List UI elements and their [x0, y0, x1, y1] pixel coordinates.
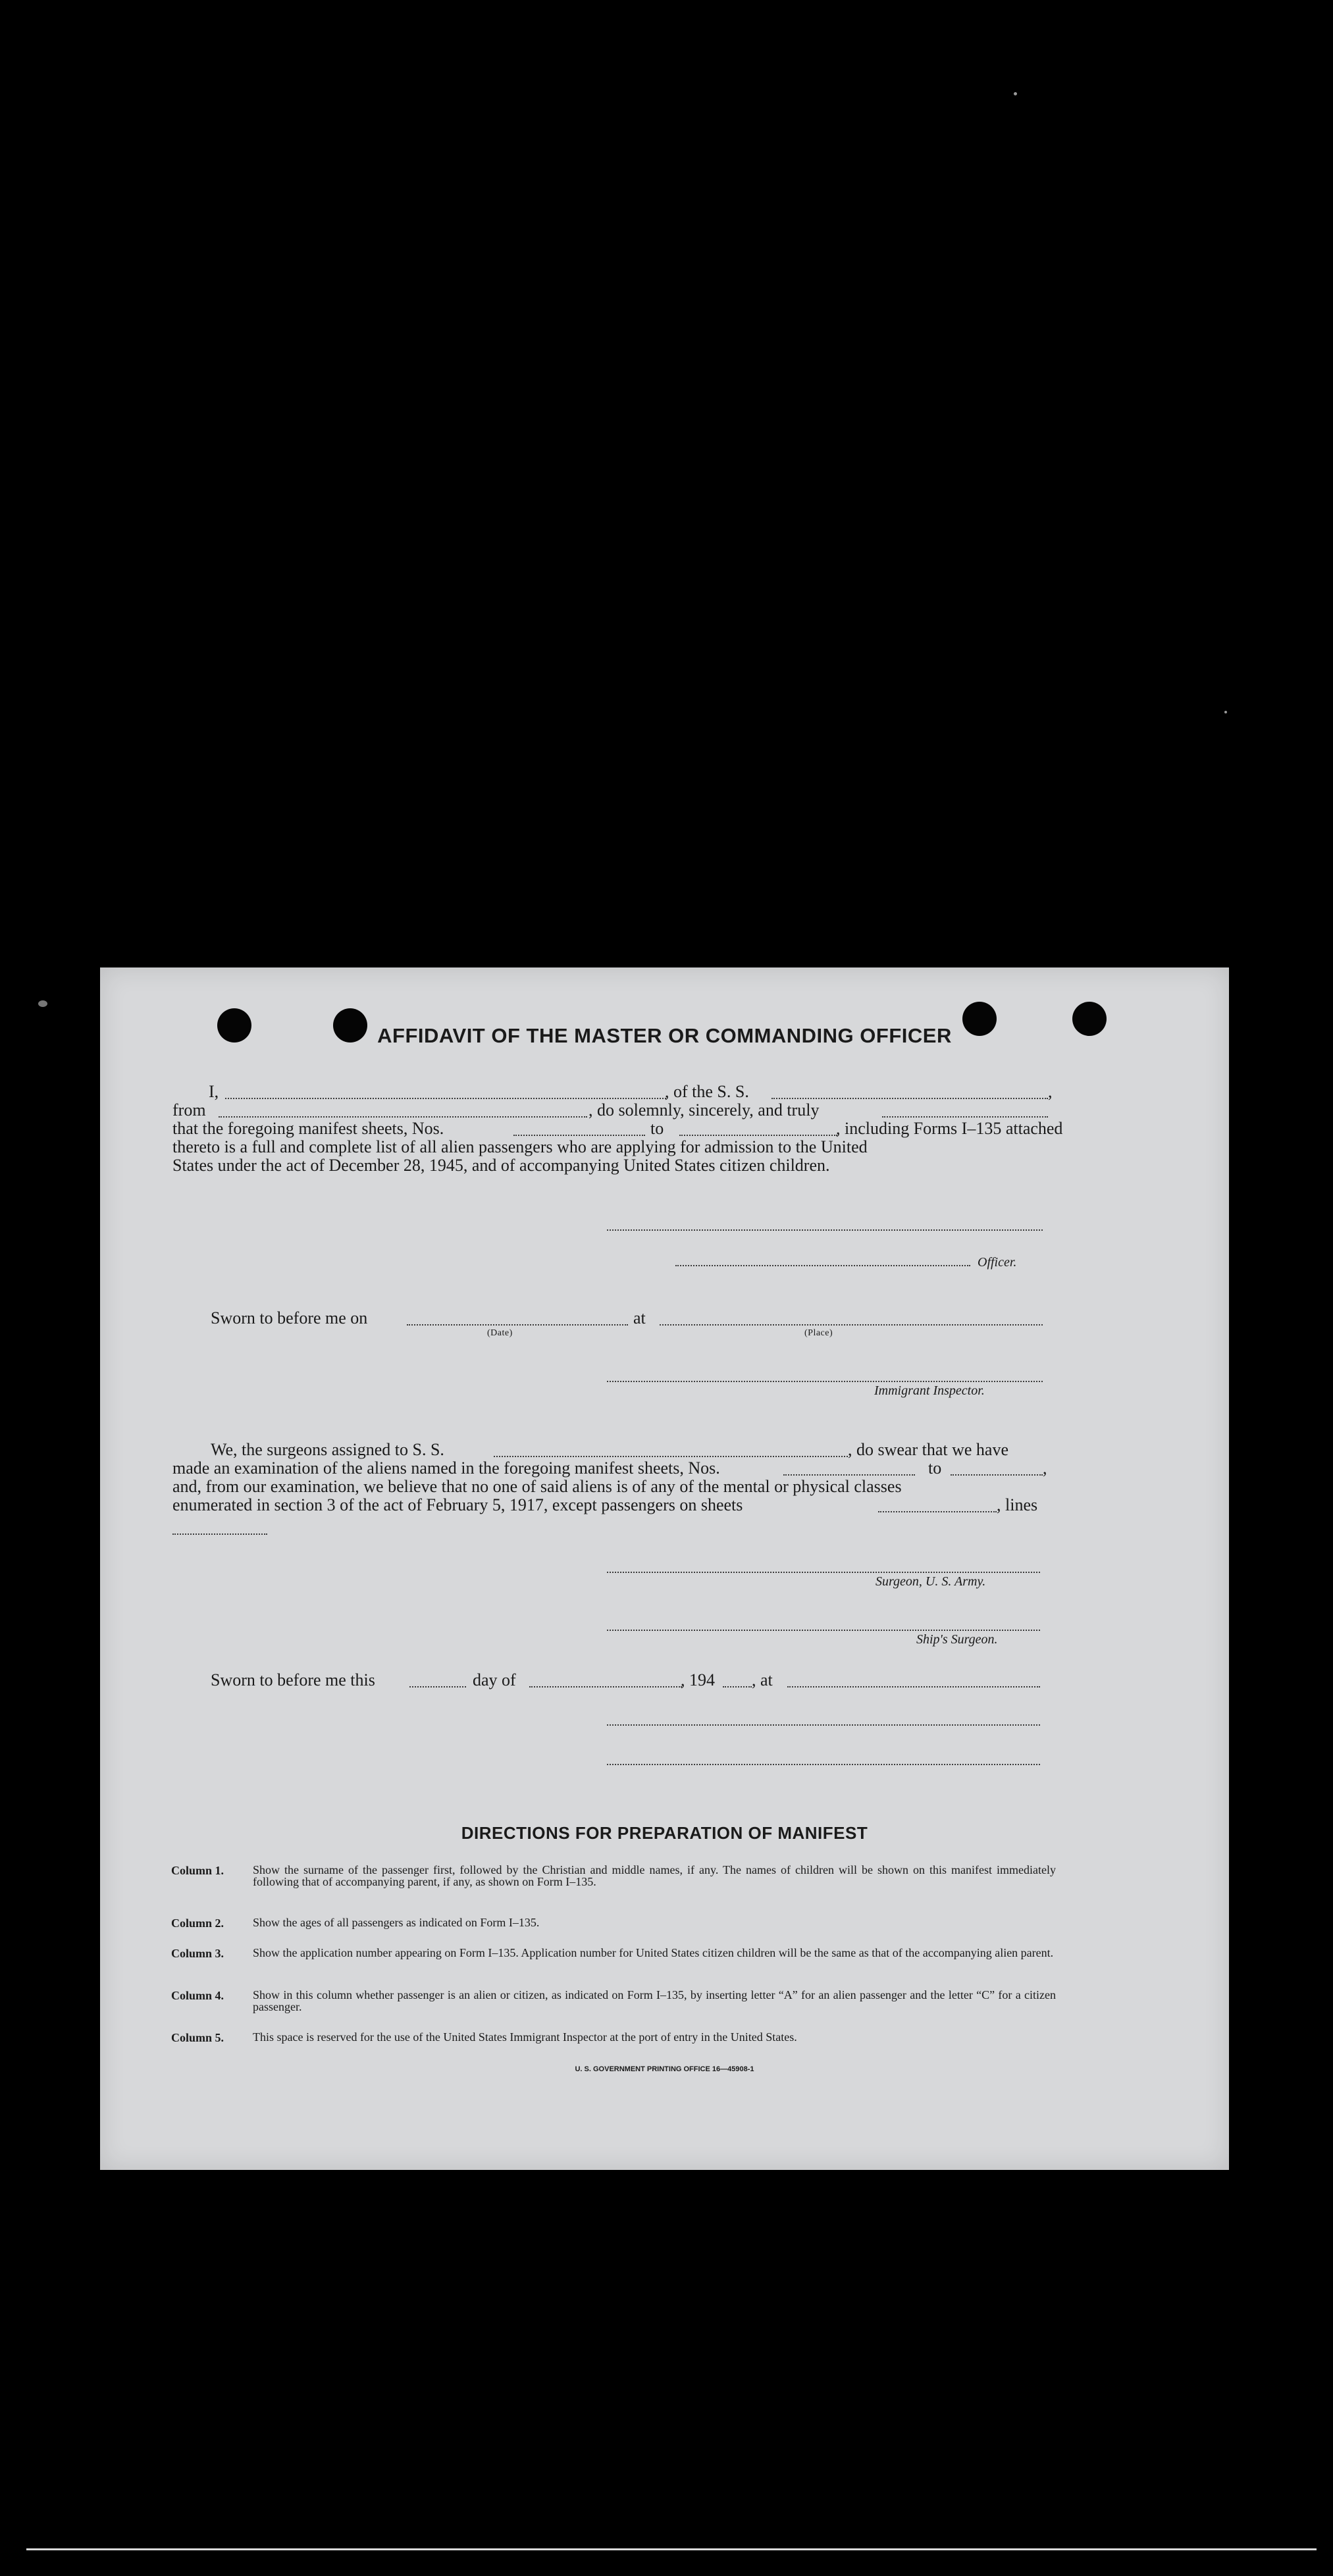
surgeons-line-4a: enumerated in section 3 of the act of February 5, 1917, except passengers on sheets	[172, 1495, 743, 1514]
army-surgeon-signature-line	[607, 1572, 1040, 1573]
master-solemnly-label: , do solemnly, sincerely, and truly	[588, 1100, 820, 1120]
surgeons-ship-field	[494, 1456, 848, 1457]
sworn-place-caption: (Place)	[804, 1328, 833, 1338]
master-name-field	[225, 1098, 666, 1099]
column-2-text: Show the ages of all passengers as indicated on Form I–135.	[253, 1916, 540, 1929]
surgeons-line-4b: , lines	[997, 1495, 1038, 1514]
master-of-ss-label: , of the S. S.	[665, 1082, 749, 1101]
officer-signature-line	[675, 1265, 970, 1266]
surgeons-line-2b: to	[928, 1458, 942, 1478]
column-1-text: Show the surname of the passenger first, followed by the Christian and middle names, if any. The names of children will be shown on this manifest immediately following that of accompanying parent, if any, as shown on Form I–135.	[253, 1863, 1056, 1888]
column-3-text: Show the application number appearing on Form I–135. Application number for United States citizen children will be the same as that of the accompanying alien parent.	[253, 1946, 1054, 1959]
surgeons-lines-field	[172, 1533, 267, 1535]
column-5-text: This space is reserved for the use of the United States Immigrant Inspector at the port of entry in the United States.	[253, 2030, 797, 2044]
sworn-year-field	[723, 1686, 752, 1687]
directions-title: DIRECTIONS FOR PREPARATION OF MANIFEST	[461, 1823, 868, 1843]
sworn-place-field-2	[787, 1686, 1040, 1687]
manifest-to-field	[679, 1135, 837, 1136]
master-i-label: I,	[209, 1082, 219, 1101]
ship-name-field	[771, 1098, 1048, 1099]
surgeons-except-sheets-field	[878, 1511, 997, 1512]
surgeons-line-1a: We, the surgeons assigned to S. S.	[211, 1440, 444, 1459]
affidavit-title: AFFIDAVIT OF THE MASTER OR COMMANDING OFFICER	[377, 1024, 952, 1047]
surgeons-sheets-to-field	[951, 1474, 1043, 1476]
column-3-label: Column 3.	[171, 1947, 224, 1960]
ship-surgeon-signature-line	[607, 1630, 1040, 1631]
sworn-year-label: , 194	[681, 1670, 715, 1689]
column-2-label: Column 2.	[171, 1917, 224, 1930]
surgeons-line-3: and, from our examination, we believe that no one of said aliens is of any of the mental or physical classes	[172, 1477, 902, 1496]
inspector-signature-line	[607, 1381, 1043, 1382]
scan-edge-line	[26, 2548, 1317, 2550]
surgeons-line-2a: made an examination of the aliens named in the foregoing manifest sheets, Nos.	[172, 1458, 720, 1478]
army-surgeon-label: Surgeon, U. S. Army.	[876, 1574, 986, 1589]
manifest-to-label: to	[650, 1119, 664, 1138]
sworn-month-field	[529, 1686, 682, 1687]
master-solemnly-field	[882, 1116, 1048, 1118]
column-1-label: Column 1.	[171, 1864, 224, 1877]
sworn-at-label: at	[633, 1308, 646, 1327]
sworn-at-label-2: , at	[752, 1670, 773, 1689]
master-comma: ,	[1048, 1082, 1053, 1101]
officer-label: Officer.	[978, 1255, 1017, 1270]
manifest-from-field	[513, 1135, 645, 1136]
scan-speck	[38, 1000, 47, 1007]
column-5-label: Column 5.	[171, 2031, 224, 2044]
master-line-5: States under the act of December 28, 1945, and of accompanying United States citizen children.	[172, 1156, 830, 1175]
departure-port-field	[219, 1116, 587, 1118]
sworn-before-label: Sworn to before me on	[211, 1308, 368, 1327]
immigrant-inspector-label: Immigrant Inspector.	[874, 1383, 985, 1398]
master-from-label: from	[172, 1100, 206, 1120]
surgeons-line-1b: , do swear that we have	[848, 1440, 1009, 1459]
affidavit-page	[100, 967, 1229, 2170]
sworn-date-caption: (Date)	[487, 1328, 513, 1338]
manifest-including-label: , including Forms I–135 attached	[836, 1119, 1063, 1138]
column-4-label: Column 4.	[171, 1989, 224, 2002]
sworn-signature-line-1	[607, 1724, 1040, 1726]
sworn-place-field	[660, 1324, 1043, 1326]
sworn-day-field	[409, 1686, 466, 1687]
scan-speck	[1014, 92, 1017, 95]
sworn-signature-line-2	[607, 1764, 1040, 1765]
manifest-line-label: that the foregoing manifest sheets, Nos.	[172, 1119, 444, 1138]
master-signature-line	[607, 1229, 1043, 1231]
printing-office-footer: U. S. GOVERNMENT PRINTING OFFICE 16—45908-1	[575, 2065, 754, 2073]
surgeons-sheets-from-field	[783, 1474, 915, 1476]
sworn-date-field	[407, 1324, 628, 1326]
sworn-day-of-label: day of	[473, 1670, 516, 1689]
scan-speck	[1224, 711, 1227, 713]
surgeons-line-2c: ,	[1043, 1458, 1047, 1478]
sworn-this-label: Sworn to before me this	[211, 1670, 375, 1689]
master-line-4: thereto is a full and complete list of all alien passengers who are applying for admission to the United	[172, 1137, 868, 1156]
ship-surgeon-label: Ship's Surgeon.	[916, 1632, 998, 1647]
column-4-text: Show in this column whether passenger is an alien or citizen, as indicated on Form I–135, by inserting letter “A” for an alien passenger and the letter “C” for a citizen passenger.	[253, 1988, 1056, 2013]
